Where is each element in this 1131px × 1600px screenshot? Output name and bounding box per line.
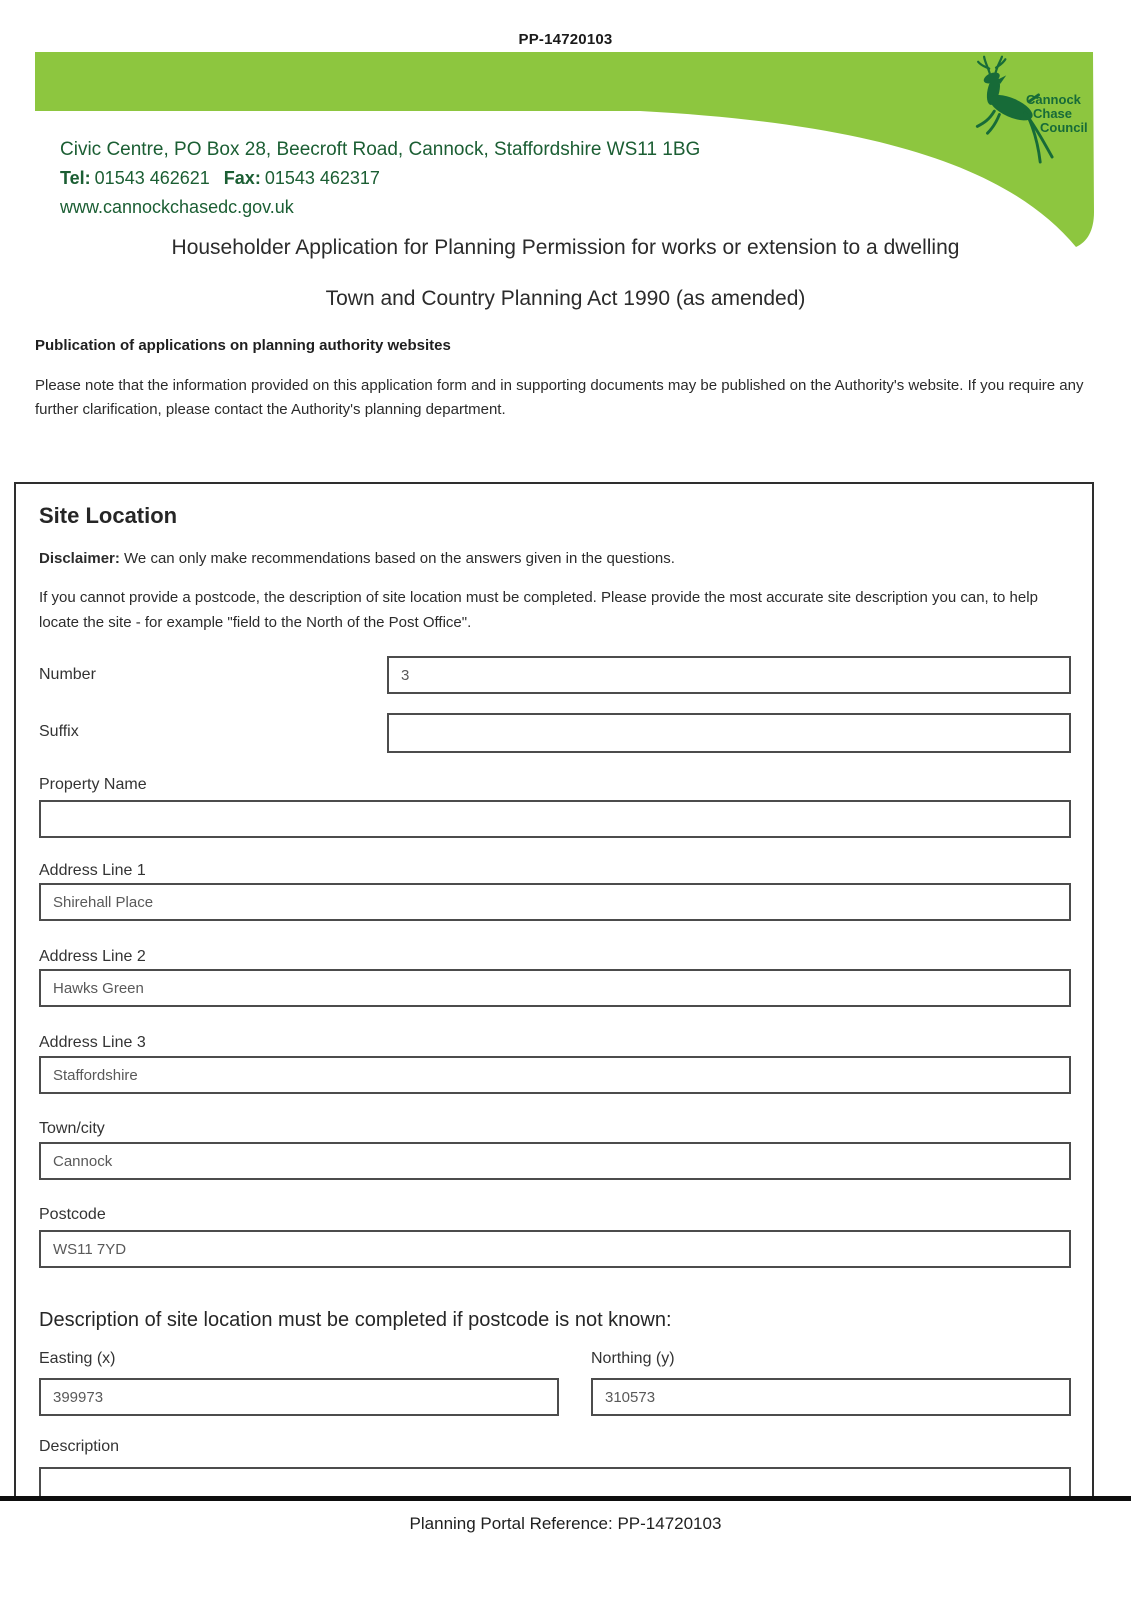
logo-line-3: Council: [1040, 120, 1088, 135]
fax-number: 01543 462317: [264, 168, 380, 188]
document-subtitle: Town and Country Planning Act 1990 (as amended): [325, 287, 806, 310]
description-requirement-heading: Description of site location must be completed if postcode is not known:: [39, 1309, 672, 1331]
address-line-2-input[interactable]: [39, 969, 1071, 1007]
address-line-1-row: [39, 862, 1071, 921]
postcode-row: [39, 1206, 1071, 1268]
number-row: [39, 656, 1071, 694]
town-city-label: Town/city: [39, 1120, 105, 1137]
easting-input[interactable]: [39, 1378, 559, 1416]
northing-label: Northing (y): [591, 1350, 675, 1367]
council-website: www.cannockchasedc.gov.uk: [60, 197, 294, 217]
number-label: Number: [39, 666, 96, 683]
postcode-label: Postcode: [39, 1206, 106, 1223]
postcode-input[interactable]: [39, 1230, 1071, 1268]
publication-text: Please note that the information provided on this application form and in supporting documents may be published on the Authority's website. If you require any further clarification, please contact the Authority's planning department.: [35, 377, 1084, 418]
number-input[interactable]: [387, 656, 1071, 694]
council-tel-fax: [60, 168, 700, 189]
site-location-instructions: If you cannot provide a postcode, the description of site location must be completed. Please provide the most accurate site description you can, to help locate the site - for example "field to the North of the Post Office".: [39, 589, 1038, 631]
easting-label: Easting (x): [39, 1350, 116, 1367]
address-line-3-label: Address Line 3: [39, 1034, 146, 1051]
logo-line-2: Chase: [1033, 106, 1073, 121]
address-line-1-input[interactable]: [39, 883, 1071, 921]
property-name-input[interactable]: [39, 800, 1071, 838]
disclaimer-text: We can only make recommendations based on the answers given in the questions.: [124, 550, 675, 567]
logo-line-1: Cannock: [1026, 92, 1081, 107]
description-textarea[interactable]: [39, 1467, 1071, 1497]
application-reference: PP-14720103: [518, 31, 613, 48]
council-contact-block: [60, 139, 700, 218]
disclaimer-label: Disclaimer:: [39, 550, 120, 567]
tel-number: 01543 462621: [94, 168, 210, 188]
address-line-3-input[interactable]: [39, 1056, 1071, 1094]
document-title: Householder Application for Planning Permission for works or extension to a dwelling: [171, 236, 960, 259]
tel-label: Tel:: [60, 168, 91, 188]
address-line-1-label: Address Line 1: [39, 862, 146, 879]
site-location-heading: Site Location: [39, 503, 178, 528]
town-city-row: [39, 1120, 1071, 1180]
site-location-section: [14, 482, 1094, 1497]
coordinate-labels-row: [39, 1350, 1071, 1368]
council-address: Civic Centre, PO Box 28, Beecroft Road, Cannock, Staffordshire WS11 1BG: [60, 139, 701, 160]
town-city-input[interactable]: [39, 1142, 1071, 1180]
disclaimer: [39, 550, 1071, 567]
fax-label: Fax:: [223, 168, 261, 188]
publication-heading: Publication of applications on planning authority websites: [35, 337, 451, 354]
description-row: [39, 1438, 1071, 1497]
address-line-2-label: Address Line 2: [39, 948, 146, 965]
suffix-row: [39, 713, 1071, 753]
property-name-row: [39, 776, 1071, 838]
description-label: Description: [39, 1438, 120, 1455]
address-line-3-row: [39, 1034, 1071, 1094]
header-banner: [0, 0, 1131, 260]
page-break-line: [0, 1496, 1131, 1501]
property-name-label: Property Name: [39, 776, 147, 793]
suffix-label: Suffix: [39, 723, 79, 740]
planning-portal-reference-footer: Planning Portal Reference: PP-14720103: [409, 1514, 722, 1533]
coordinate-inputs-row: [39, 1378, 1071, 1416]
northing-input[interactable]: [591, 1378, 1071, 1416]
address-line-2-row: [39, 948, 1071, 1007]
suffix-input[interactable]: [387, 713, 1071, 753]
